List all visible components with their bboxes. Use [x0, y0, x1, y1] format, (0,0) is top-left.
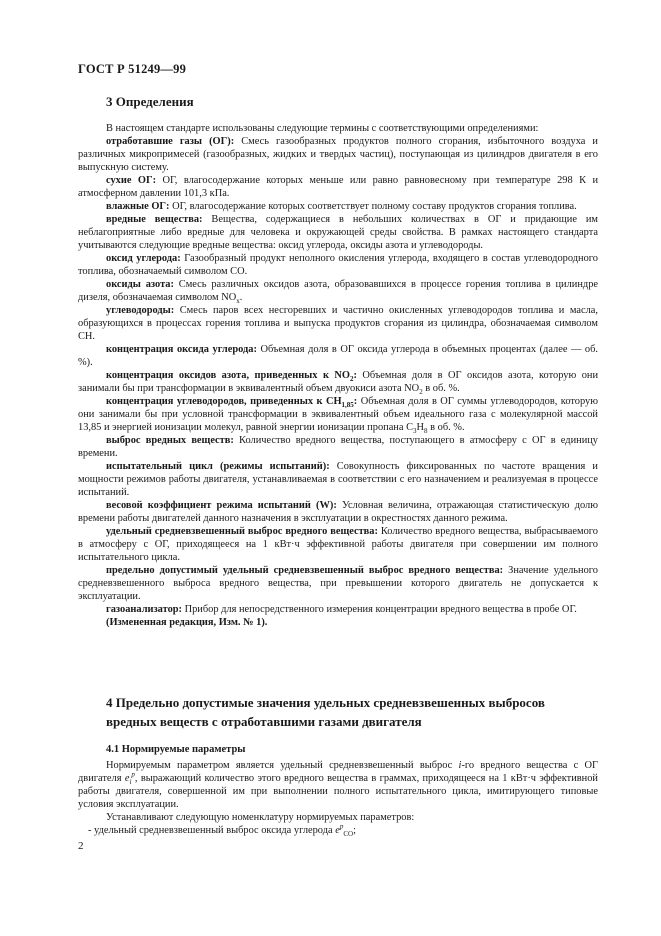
definition-text: Условная величина, отражающая статистическую долю времени работы двигателей данного назначения в эксплуатации в окрестностях данного режима. — [78, 500, 598, 524]
definition-item: концентрация углеводородов, приведенных к $СН_{1,85}$: Объемная доля в ОГ суммы углеводородов, которую они занимали бы при условной трансформации в эквивалентный объем идеального газа с молекулярной массой 13,85 и энергией ионизации молекул, равной энергии ионизации пропана $С_3Н_8$ в об. %. — [78, 396, 598, 436]
definition-item — [78, 304, 598, 343]
definition-term: выброс вредных веществ: — [106, 435, 234, 446]
definition-item — [78, 564, 598, 603]
section-3-body — [78, 122, 598, 629]
definition-item: концентрация оксидов азота, приведенных к $NO_2$: Объемная доля в ОГ оксидов азота, которую они занимали бы при трансформации в эквивалентный объем двуокиси азота $NO_2$ в об. %. — [78, 370, 599, 397]
amendment-note: (Измененная редакция, Изм. № 1). — [106, 617, 268, 628]
definition-text: Смесь газообразных продуктов полного сгорания, избыточного воздуха и различных микропримесей (газообразных, жидких и твердых частиц), поступающая из цилиндров двигателя в его выпускную систему. — [78, 136, 598, 173]
section-4-body — [78, 759, 598, 837]
section-4-title — [106, 693, 606, 731]
definition-term: отработавшие газы (ОГ): — [106, 136, 235, 147]
definition-term: концентрация оксидов азота, приведенных к NO — [106, 370, 350, 381]
subsection-4-1-title: 4.1 Нормируемые параметры — [106, 744, 246, 755]
definition-term: предельно допустимый удельный средневзвешенный выброс вредного вещества: — [106, 565, 504, 576]
definition-item — [78, 603, 598, 616]
definition-item — [78, 434, 598, 460]
definition-text: Значение удельного средневзвешенного выброса вредного вещества, при превышении которого двигатель не допускается к эксплуатации. — [78, 565, 598, 602]
definition-text: Смесь различных оксидов азота, образовавшихся в процессе горения топлива в цилиндре дизеля, обозначаемая символом NO — [78, 279, 598, 303]
page-number: 2 — [78, 840, 84, 852]
definition-text: ОГ, влагосодержание которых соответствует полному составу продуктов сгорания топлива. — [169, 201, 577, 212]
definition-text: Объемная доля в ОГ оксида углерода в объемных процентах (далее — об. %). — [78, 344, 598, 368]
definition-item — [78, 460, 598, 499]
section-4-title-line2: вредных веществ с отработавшими газами двигателя — [106, 714, 422, 729]
definition-item — [78, 213, 598, 252]
definition-item — [78, 135, 598, 174]
definition-item: оксиды азота: Смесь различных оксидов азота, образовавшихся в процессе горения топлива в цилиндре дизеля, обозначаемая символом $NO_x$. — [78, 279, 598, 306]
normalized-parameter-paragraph: Нормируемым параметром является удельный средневзвешенный выброс i-го вредного вещества с ОГ двигателя $e_i^p$, выражающий количество этого вредного вещества в граммах, приходящееся на 1 кВт·ч эффективной работы двигателя, совершенной им при выполнении полного испытательного цикла, имитирующего типовые условия эксплуатации. — [78, 760, 598, 810]
definition-text: Смесь паров всех несгоревших и частично окисленных углеводородов топлива и масла, образующихся в процессах горения топлива и выпуска продуктов сгорания из цилиндра, обозначаемая символом СН. — [78, 305, 598, 342]
definition-term: удельный средневзвешенный выброс вредного вещества: — [106, 526, 378, 537]
definition-term: весовой коэффициент режима испытаний (W): — [106, 500, 337, 511]
definition-text: ОГ, влагосодержание которых меньше или равно равновесному при температуре 298 К и атмосферном давлении 101,3 кПа. — [78, 175, 598, 199]
definition-text: Количество вредного вещества, поступающего в атмосферу с ОГ в единицу времени. — [78, 435, 599, 459]
definition-term: вредные вещества: — [106, 214, 203, 225]
definition-item — [78, 499, 598, 525]
definition-text: Вещества, содержащиеся в небольших количествах в ОГ и придающие им неблагоприятные либо вредные для человека и окружающей среды свойства. В рамках настоящего стандарта учитываются следующие вредные вещества: оксид углерода, оксиды азота и углеводороды. — [78, 214, 598, 251]
definition-item — [78, 200, 598, 213]
definition-term: оксиды азота: — [106, 279, 174, 290]
definition-term: концентрация углеводородов, приведенных к СН — [106, 396, 342, 407]
nomenclature-paragraph: Устанавливают следующую номенклатуру нормируемых параметров: — [106, 812, 415, 823]
section-4-title-line1: 4 Предельно допустимые значения удельных средневзвешенных выбросов — [106, 695, 545, 710]
definition-term: оксид углерода: — [106, 253, 181, 264]
standard-header: ГОСТ Р 51249—99 — [78, 62, 187, 76]
definition-term: сухие ОГ: — [106, 175, 157, 186]
section-3-intro: В настоящем стандарте использованы следующие термины с соответствующими определениями: — [106, 123, 539, 134]
definition-text: Совокупность фиксированных по частоте вращения и мощности режимов работы двигателя, устанавливаемая в соответствии с его назначением и реализуемая в процессе испытаний. — [78, 461, 598, 498]
definitions-list — [78, 135, 598, 616]
definition-term: испытательный цикл (режимы испытаний): — [106, 461, 330, 472]
definition-text: Объемная доля в ОГ суммы углеводородов, которую они занимали бы при условной трансформации в эквивалентный объем идеального газа с молекулярной массой 13,85 и энергией ионизации молекул, равной энергии ионизации пропана С — [78, 396, 598, 433]
definition-text: Объемная доля в ОГ оксидов азота, которую они занимали бы при трансформации в эквивалентный объем двуокиси азота NO — [78, 370, 599, 394]
definition-term: газоанализатор: — [106, 604, 183, 615]
definition-term: углеводороды: — [106, 305, 175, 316]
definition-text: Прибор для непосредственного измерения концентрации вредного вещества в пробе ОГ. — [182, 604, 577, 615]
definition-text: Газообразный продукт неполного окисления углерода, входящего в состав углеводородного топлива, обозначаемый символом СО. — [78, 253, 598, 277]
definition-term: концентрация оксида углерода: — [106, 344, 257, 355]
section-3-title: 3 Определения — [106, 94, 194, 109]
definition-text: Количество вредного вещества, выбрасываемого в атмосферу с ОГ, приходящееся на 1 кВт·ч эффективной работы двигателя при совершении им полного испытательного цикла. — [78, 526, 598, 563]
definition-item — [78, 252, 598, 278]
definition-term: влажные ОГ: — [106, 201, 170, 212]
definition-item — [78, 525, 598, 564]
definition-item — [78, 174, 598, 200]
definition-item — [78, 343, 598, 369]
list-item-co: - удельный средневзвешенный выброс оксида углерода $e^p_{CO}$; — [88, 822, 356, 839]
